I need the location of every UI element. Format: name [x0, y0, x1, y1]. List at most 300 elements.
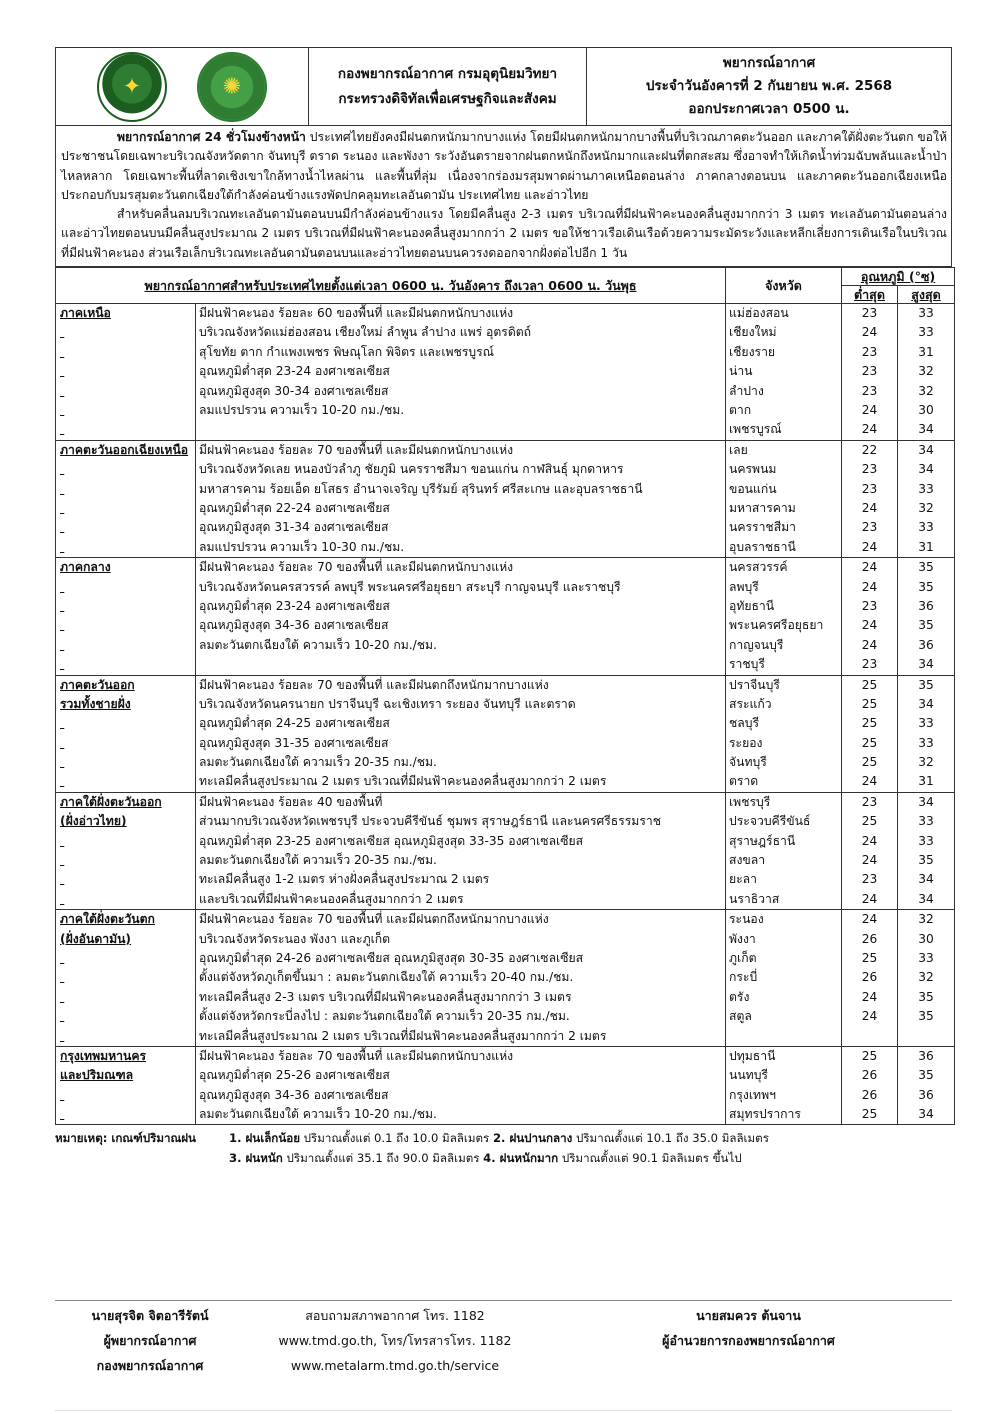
min-temp: 24 — [861, 325, 878, 340]
region-name-cell — [56, 675, 196, 792]
province-name: ระนอง — [729, 912, 764, 927]
region-name — [56, 1086, 195, 1105]
forecast-line: ลมตะวันตกเฉียงใต้ ความเร็ว 10-20 กม./ชม. — [199, 1107, 437, 1122]
region-name — [56, 1105, 195, 1124]
province-name-cell — [726, 675, 842, 792]
forecast-line: ลมตะวันตกเฉียงใต้ ความเร็ว 20-35 กม./ชม. — [199, 755, 437, 770]
min-temp: 23 — [861, 872, 878, 887]
region-name — [56, 1007, 195, 1026]
min-temp: 25 — [861, 1048, 878, 1063]
min-temp: 24 — [861, 833, 878, 848]
forecast-line: มีฝนฟ้าคะนอง ร้อยละ 60 ของพื้นที่ และมีฝนตกหนักบางแห่ง — [199, 306, 514, 321]
region-row — [56, 558, 955, 675]
rain-level-3-text: ปริมาณตั้งแต่ 35.1 ถึง 90.0 มิลลิเมตร — [282, 1151, 484, 1166]
min-temp: 25 — [861, 735, 878, 750]
region-name — [56, 714, 195, 733]
max-temp: 35 — [918, 560, 934, 575]
region-name — [56, 655, 195, 674]
forecast-line: อุณหภูมิต่ำสุด 23-24 องศาเซลเซียส — [199, 598, 390, 613]
max-temp: 31 — [918, 539, 934, 554]
region-name: กรุงเทพมหานคร — [60, 1048, 147, 1063]
min-temp: 23 — [861, 383, 878, 398]
forecast-line: ลมแปรปรวน ความเร็ว 10-20 กม./ชม. — [199, 403, 405, 418]
forecast-line: มหาสารคาม ร้อยเอ็ด ยโสธร อำนาจเจริญ บุรีรัมย์ สุรินทร์ ศรีสะเกษ และอุบลราชธานี — [199, 481, 643, 496]
forecast-line: มีฝนฟ้าคะนอง ร้อยละ 70 ของพื้นที่ และมีฝนตกหนักบางแห่ง — [199, 442, 514, 457]
logo-area — [56, 48, 309, 125]
forecast-line: อุณหภูมิสูงสุด 34-36 องศาเซลเซียส — [199, 618, 389, 633]
region-name — [56, 343, 195, 362]
region-name — [56, 382, 195, 401]
forecast-line: ทะเลมีคลื่นสูงประมาณ 2 เมตร บริเวณที่มีฝนฟ้าคะนองคลื่นสูงมากกว่า 2 เมตร — [199, 1028, 607, 1043]
max-temp: 33 — [918, 325, 934, 340]
min-temp: 23 — [861, 344, 878, 359]
region-name — [56, 832, 195, 851]
max-temp: 34 — [918, 657, 934, 672]
region-name — [56, 578, 195, 597]
province-name: สตูล — [729, 1009, 752, 1024]
min-temp: 24 — [861, 1009, 878, 1024]
min-temp-cell — [842, 304, 898, 441]
document-title — [587, 48, 951, 125]
rain-level-1-text: ปริมาณตั้งแต่ 0.1 ถึง 10.0 มิลลิเมตร — [300, 1131, 493, 1146]
province-name: เพชรบูรณ์ — [729, 422, 782, 437]
province-name: พระนครศรีอยุธยา — [729, 618, 824, 633]
forecast-line: ทะเลมีคลื่นสูง 1-2 เมตร ห่างฝั่งคลื่นสูงประมาณ 2 เมตร — [199, 872, 490, 887]
region-row — [56, 675, 955, 792]
region-name: ภาคเหนือ — [60, 306, 111, 321]
province-name: อุบลราชธานี — [729, 539, 796, 554]
max-temp: 34 — [918, 872, 934, 887]
province-name: ตาก — [729, 403, 752, 418]
min-temp: 25 — [861, 696, 878, 711]
min-temp: 23 — [861, 462, 878, 477]
min-temp: 24 — [861, 912, 878, 927]
region-name-cell — [56, 440, 196, 557]
summary-paragraph-1 — [61, 128, 947, 205]
forecast-line-cell — [196, 792, 726, 909]
min-temp: 25 — [861, 677, 878, 692]
province-name: เชียงใหม่ — [729, 325, 777, 340]
max-temp: 33 — [918, 735, 934, 750]
region-name-cell — [56, 558, 196, 675]
forecast-line: ส่วนมากบริเวณจังหวัดเพชรบุรี ประจวบคีรีขันธ์ ชุมพร สุราษฎร์ธานี และนครศรีธรรมราช — [199, 814, 661, 829]
region-name — [56, 890, 195, 909]
min-temp: 24 — [861, 774, 878, 789]
forecast-line-cell — [196, 1046, 726, 1125]
title-line-1: พยากรณ์อากาศ — [722, 55, 816, 71]
min-temp — [842, 1027, 897, 1046]
title-line-3: ออกประกาศเวลา 0500 น. — [688, 101, 850, 117]
province-name: เชียงราย — [729, 344, 776, 359]
org-line-2: กระทรวงดิจิทัลเพื่อเศรษฐกิจและสังคม — [338, 90, 557, 107]
region-name — [56, 518, 195, 537]
director-title: ผู้อำนวยการกองพยากรณ์อากาศ — [662, 1333, 835, 1348]
province-name — [726, 1027, 841, 1046]
province-name: นครพนม — [729, 462, 777, 477]
region-name: ภาคตะวันออกเฉียงเหนือ — [60, 442, 189, 457]
max-temp: 32 — [918, 912, 934, 927]
forecast-line: อุณหภูมิสูงสุด 31-34 องศาเซลเซียส — [199, 520, 389, 535]
forecaster-name: นายสุรจิต จิตอารีรัตน์ — [91, 1308, 209, 1323]
region-name — [56, 988, 195, 1007]
forecast-line: ลมแปรปรวน ความเร็ว 10-30 กม./ชม. — [199, 539, 405, 554]
regions-body — [56, 304, 955, 1125]
max-temp: 33 — [918, 520, 934, 535]
region-row — [56, 910, 955, 1047]
max-temp: 30 — [918, 931, 934, 946]
forecast-line: มีฝนฟ้าคะนอง ร้อยละ 70 ของพื้นที่ และมีฝนตกหนักบางแห่ง — [199, 1048, 514, 1063]
min-temp: 25 — [861, 950, 878, 965]
region-name — [56, 753, 195, 772]
max-temp: 33 — [918, 481, 934, 496]
max-temp: 34 — [918, 442, 934, 457]
ministry-logo: ✦ — [97, 52, 167, 122]
region-name — [56, 772, 195, 791]
province-name: สระแก้ว — [729, 696, 772, 711]
region-name — [56, 538, 195, 557]
max-temp: 35 — [918, 618, 934, 633]
province-name: เพชรบุรี — [729, 794, 771, 809]
footer — [55, 1300, 952, 1378]
province-name: กระบี่ — [729, 970, 758, 985]
province-name: แม่ฮ่องสอน — [729, 306, 789, 321]
province-name: ปราจีนบุรี — [729, 677, 780, 692]
rain-level-2-text: ปริมาณตั้งแต่ 10.1 ถึง 35.0 มิลลิเมตร — [572, 1131, 769, 1146]
forecast-line: และบริเวณที่มีฝนฟ้าคะนองคลื่นสูงมากกว่า 2 เมตร — [199, 891, 464, 906]
temperature-header: อุณหภูมิ (°ซ) — [842, 268, 955, 286]
region-name — [56, 636, 195, 655]
region-name — [56, 851, 195, 870]
min-temp: 24 — [861, 539, 878, 554]
max-temp: 30 — [918, 403, 934, 418]
rain-level-3: 3. ฝนหนัก — [229, 1151, 283, 1166]
min-temp: 24 — [861, 618, 878, 633]
region-name-cell — [56, 304, 196, 441]
min-temp-cell — [842, 1046, 898, 1125]
forecast-line: มีฝนฟ้าคะนอง ร้อยละ 40 ของพื้นที่ — [199, 794, 383, 809]
max-temp: 34 — [918, 696, 934, 711]
contact-service-url[interactable]: www.metalarm.tmd.go.th/service — [290, 1358, 500, 1373]
forecast-line: อุณหภูมิสูงสุด 34-36 องศาเซลเซียส — [199, 1087, 389, 1102]
contact-website[interactable]: www.tmd.go.th, โทร/โทรสารโทร. 1182 — [278, 1333, 512, 1348]
min-temp: 24 — [861, 422, 878, 437]
min-temp: 23 — [861, 657, 878, 672]
region-name: (ฝั่งอันดามัน) — [60, 931, 132, 946]
province-name-cell — [726, 304, 842, 441]
province-name: สุราษฎร์ธานี — [729, 833, 796, 848]
province-name: ประจวบคีรีขันธ์ — [729, 814, 811, 829]
min-temp: 23 — [861, 598, 878, 613]
min-temp: 24 — [861, 853, 878, 868]
province-name: ชลบุรี — [729, 716, 760, 731]
max-temp: 34 — [918, 422, 934, 437]
forecast-line: อุณหภูมิสูงสุด 31-35 องศาเซลเซียส — [199, 735, 389, 750]
region-name — [56, 499, 195, 518]
min-temp: 23 — [861, 520, 878, 535]
region-name — [56, 420, 195, 439]
min-temp: 26 — [861, 970, 878, 985]
forecast-line-cell — [196, 910, 726, 1047]
max-temp-cell — [898, 558, 955, 675]
region-name — [56, 616, 195, 635]
tmd-logo: ✺ — [197, 52, 267, 122]
contact-phone: สอบถามสภาพอากาศ โทร. 1182 — [305, 1308, 485, 1323]
rain-level-4: 4. ฝนหนักมาก — [483, 1151, 559, 1166]
min-temp: 24 — [861, 500, 878, 515]
max-temp: 36 — [918, 1087, 934, 1102]
forecast-line: บริเวณจังหวัดนครนายก ปราจีนบุรี ฉะเชิงเทรา ระยอง จันทบุรี และตราด — [199, 696, 576, 711]
min-temp: 25 — [861, 1107, 878, 1122]
forecaster-signature — [55, 1303, 245, 1378]
forecast-line: ตั้งแต่จังหวัดภูเก็ตขึ้นมา : ลมตะวันตกเฉียงใต้ ความเร็ว 20-40 กม./ชม. — [199, 970, 574, 985]
note-label: หมายเหตุ: เกณฑ์ปริมาณฝน — [55, 1131, 196, 1146]
min-temp-cell — [842, 675, 898, 792]
forecast-line: อุณหภูมิต่ำสุด 22-24 องศาเซลเซียส — [199, 500, 390, 515]
min-temp-cell — [842, 910, 898, 1047]
forecast-line-cell — [196, 440, 726, 557]
province-name-cell — [726, 792, 842, 909]
province-name: ขอนแก่น — [729, 481, 777, 496]
min-temp: 25 — [861, 716, 878, 731]
max-temp: 36 — [918, 598, 934, 613]
province-name: ระยอง — [729, 735, 763, 750]
forecast-line: ลมตะวันตกเฉียงใต้ ความเร็ว 10-20 กม./ชม. — [199, 637, 437, 652]
region-row — [56, 304, 955, 441]
forecast-line: บริเวณจังหวัดระนอง พังงา และภูเก็ต — [199, 931, 391, 946]
note-line-2 — [55, 1148, 952, 1168]
region-name: ภาคตะวันออก — [60, 677, 135, 692]
province-name: ตราด — [729, 774, 759, 789]
region-name — [56, 323, 195, 342]
max-temp-cell — [898, 792, 955, 909]
forecast-line — [196, 655, 725, 674]
province-name: นราธิวาส — [729, 891, 780, 906]
forecast-line: สุโขทัย ตาก กำแพงเพชร พิษณุโลก พิจิตร และเพชรบูรณ์ — [199, 344, 494, 359]
province-name: สมุทรปราการ — [729, 1107, 801, 1122]
region-name-cell — [56, 910, 196, 1047]
region-name — [56, 480, 195, 499]
forecast-table — [55, 267, 955, 1125]
region-name — [56, 597, 195, 616]
province-name: กาญจนบุรี — [729, 637, 784, 652]
province-name: นนทบุรี — [729, 1068, 768, 1083]
region-name — [56, 734, 195, 753]
summary-lead: พยากรณ์อากาศ 24 ชั่วโมงข้างหน้า — [117, 130, 306, 144]
max-temp: 31 — [918, 774, 934, 789]
forecaster-division: กองพยากรณ์อากาศ — [96, 1358, 204, 1373]
max-temp-cell — [898, 910, 955, 1047]
min-temp-header: ต่ำสุด — [842, 286, 898, 304]
rain-criteria-note — [55, 1128, 952, 1168]
region-name — [56, 362, 195, 381]
province-name: น่าน — [729, 364, 753, 379]
region-name-cell — [56, 792, 196, 909]
province-name-cell — [726, 1046, 842, 1125]
province-name-cell — [726, 558, 842, 675]
max-temp: 36 — [918, 637, 934, 652]
min-temp: 25 — [861, 755, 878, 770]
min-temp-cell — [842, 792, 898, 909]
province-name-cell — [726, 910, 842, 1047]
forecast-line-cell — [196, 304, 726, 441]
province-name: ภูเก็ต — [729, 950, 757, 965]
forecast-line: อุณหภูมิต่ำสุด 24-26 องศาเซลเซียส อุณหภูมิสูงสุด 30-35 องศาเซลเซียส — [199, 950, 584, 965]
region-name: ภาคใต้ฝั่งตะวันตก — [60, 912, 155, 927]
region-name — [56, 949, 195, 968]
province-header: จังหวัด — [726, 268, 842, 304]
forecast-summary — [55, 126, 952, 267]
summary-paragraph-2: สำหรับคลื่นลมบริเวณทะเลอันดามันตอนบนมีกำลังค่อนข้างแรง โดยมีคลื่นสูง 2-3 เมตร บริเวณที่มีฝนฟ้าคะนองคลื่นสูงมากกว่า 3 เมตร ทะเลอันดามันตอนล่าง และอ่าวไทยตอนบนมีคลื่นสูงประมาณ 2 เมตร บริเวณที่มีฝนฟ้าคะนองคลื่นสูงมากกว่า 2 เมตร ขอให้ชาวเรือเดินเรือด้วยความระมัดระวังและหลีกเลี่ยงการเดินเรือในบริเวณที่มีฝนฟ้าคะนอง ส่วนเรือเล็กบริเวณทะเลอันดามันตอนบนและอ่าวไทยตอนบนควรงดออกจากฝั่งต่อไปอีก 1 วัน — [61, 207, 947, 260]
region-name: และปริมณฑล — [60, 1068, 134, 1083]
max-temp: 35 — [918, 579, 934, 594]
forecaster-title: ผู้พยากรณ์อากาศ — [103, 1333, 197, 1348]
bottom-rule — [55, 1410, 952, 1411]
min-temp: 23 — [861, 364, 878, 379]
header — [55, 47, 952, 126]
summary-text-1: ประเทศไทยยังคงมีฝนตกหนักมากบางแห่ง โดยมีฝนตกหนักมากบางพื้นที่บริเวณภาคตะวันออก และภาคใต้ฝั่งตะวันตก ขอให้ประชาชนโดยเฉพาะบริเวณจังหวัดตาก จันทบุรี ตราด ระนอง และพังงา ระวังอันตรายจากฝนตกหนักถึงหนักมากและฝนที่ตกสะสม ซึ่งอาจทำให้เกิดน้ำท่วมฉับพลันและน้ำป่าไหลหลาก โดยเฉพาะพื้นที่ลาดเชิงเขาใกล้ทางน้ำไหลผ่าน และพื้นที่ลุ่ม เนื่องจากร่องมรสุมพาดผ่านภาคเหนือตอนล่าง ภาคกลางตอนบน และภาคตะวันออกเฉียงเหนือ ประกอบกับมรสุมตะวันตกเฉียงใต้กำลังค่อนข้างแรงพัดปกคลุมทะเลอันดามัน ประเทศไทย และอ่าวไทย — [61, 130, 947, 202]
forecast-line: บริเวณจังหวัดแม่ฮ่องสอน เชียงใหม่ ลำพูน ลำปาง แพร่ อุตรดิตถ์ — [199, 325, 532, 340]
organization — [309, 48, 587, 125]
max-temp: 35 — [918, 1068, 934, 1083]
forecast-line: มีฝนฟ้าคะนอง ร้อยละ 70 ของพื้นที่ และมีฝนตกถึงหนักมากบางแห่ง — [199, 912, 549, 927]
province-name: เลย — [729, 442, 748, 457]
min-temp: 23 — [861, 306, 878, 321]
title-line-2: ประจำวันอังคารที่ 2 กันยายน พ.ศ. 2568 — [645, 78, 893, 94]
region-name: ภาคกลาง — [60, 560, 111, 575]
forecast-document — [55, 47, 952, 1168]
province-name: พังงา — [729, 931, 756, 946]
region-name-cell — [56, 1046, 196, 1125]
min-temp: 24 — [861, 403, 878, 418]
region-row — [56, 440, 955, 557]
forecast-line — [196, 420, 725, 439]
min-temp: 24 — [861, 891, 878, 906]
province-name: สงขลา — [729, 853, 766, 868]
province-name: นครสวรรค์ — [729, 560, 788, 575]
province-name: มหาสารคาม — [729, 500, 796, 515]
max-temp: 32 — [918, 755, 934, 770]
forecast-line-cell — [196, 675, 726, 792]
province-name: ตรัง — [729, 989, 750, 1004]
min-temp: 24 — [861, 989, 878, 1004]
region-name: ภาคใต้ฝั่งตะวันออก — [60, 794, 162, 809]
min-temp: 23 — [861, 794, 878, 809]
contact-info — [245, 1303, 545, 1378]
rain-level-4-text: ปริมาณตั้งแต่ 90.1 มิลลิเมตร ขึ้นไป — [558, 1151, 742, 1166]
max-temp: 34 — [918, 1107, 934, 1122]
max-temp: 32 — [918, 500, 934, 515]
max-temp: 33 — [918, 950, 934, 965]
forecast-line: บริเวณจังหวัดนครสวรรค์ ลพบุรี พระนครศรีอยุธยา สระบุรี กาญจนบุรี และราชบุรี — [199, 579, 621, 594]
region-name: (ฝั่งอ่าวไทย) — [60, 814, 127, 829]
org-line-1: กองพยากรณ์อากาศ กรมอุตุนิยมวิทยา — [337, 65, 558, 82]
forecast-line: ตั้งแต่จังหวัดกระบี่ลงไป : ลมตะวันตกเฉียงใต้ ความเร็ว 20-35 กม./ชม. — [199, 1009, 570, 1024]
province-name: กรุงเทพฯ — [729, 1087, 776, 1102]
max-temp: 32 — [918, 364, 934, 379]
province-name: อุทัยธานี — [729, 598, 775, 613]
forecast-line: มีฝนฟ้าคะนอง ร้อยละ 70 ของพื้นที่ และมีฝนตกหนักบางแห่ง — [199, 560, 514, 575]
min-temp: 22 — [861, 442, 878, 457]
province-name: ลพบุรี — [729, 579, 759, 594]
region-name — [56, 870, 195, 889]
province-name-cell — [726, 440, 842, 557]
max-temp: 34 — [918, 891, 934, 906]
min-temp: 24 — [861, 579, 878, 594]
province-name: ราชบุรี — [729, 657, 765, 672]
max-temp: 32 — [918, 383, 934, 398]
max-temp: 35 — [918, 853, 934, 868]
forecast-line: ทะเลมีคลื่นสูงประมาณ 2 เมตร บริเวณที่มีฝนฟ้าคะนองคลื่นสูงมากกว่า 2 เมตร — [199, 774, 607, 789]
max-temp: 34 — [918, 794, 934, 809]
province-name: ปทุมธานี — [729, 1048, 776, 1063]
province-name: นครราชสีมา — [729, 520, 797, 535]
director-signature — [545, 1303, 952, 1378]
max-temp-cell — [898, 1046, 955, 1125]
forecast-line: ทะเลมีคลื่นสูง 2-3 เมตร บริเวณที่มีฝนฟ้าคะนองคลื่นสูงมากกว่า 3 เมตร — [199, 989, 572, 1004]
min-temp-cell — [842, 440, 898, 557]
max-temp: 33 — [918, 814, 934, 829]
max-temp-cell — [898, 675, 955, 792]
region-name — [56, 1027, 195, 1046]
max-temp: 35 — [918, 1009, 934, 1024]
max-temp: 36 — [918, 1048, 934, 1063]
region-name — [56, 401, 195, 420]
rain-level-2: 2. ฝนปานกลาง — [492, 1131, 573, 1146]
min-temp: 24 — [861, 637, 878, 652]
forecast-line: อุณหภูมิต่ำสุด 23-25 องศาเซลเซียส อุณหภูมิสูงสุด 33-35 องศาเซลเซียส — [199, 833, 584, 848]
max-temp-cell — [898, 304, 955, 441]
min-temp: 24 — [861, 560, 878, 575]
max-temp: 33 — [918, 716, 934, 731]
min-temp: 25 — [861, 814, 878, 829]
region-row — [56, 1046, 955, 1125]
region-name — [56, 968, 195, 987]
region-row — [56, 792, 955, 909]
max-temp: 35 — [918, 989, 934, 1004]
max-temp-header: สูงสุด — [898, 286, 955, 304]
min-temp: 26 — [861, 1087, 878, 1102]
forecast-line: อุณหภูมิต่ำสุด 25-26 องศาเซลเซียส — [199, 1068, 390, 1083]
province-name: ลำปาง — [729, 383, 764, 398]
min-temp: 23 — [861, 481, 878, 496]
forecast-line: ลมตะวันตกเฉียงใต้ ความเร็ว 20-35 กม./ชม. — [199, 853, 437, 868]
max-temp: 34 — [918, 462, 934, 477]
forecast-line: มีฝนฟ้าคะนอง ร้อยละ 70 ของพื้นที่ และมีฝนตกถึงหนักมากบางแห่ง — [199, 677, 549, 692]
forecast-line: อุณหภูมิต่ำสุด 24-25 องศาเซลเซียส — [199, 716, 390, 731]
forecast-line-cell — [196, 558, 726, 675]
director-name: นายสมควร ต้นจาน — [696, 1308, 801, 1323]
forecast-line: บริเวณจังหวัดเลย หนองบัวลำภู ชัยภูมิ นครราชสีมา ขอนแก่น กาฬสินธุ์ มุกดาหาร — [199, 462, 624, 477]
forecast-period-header: พยากรณ์อากาศสำหรับประเทศไทยตั้งแต่เวลา 0600 น. วันอังคาร ถึงเวลา 0600 น. วันพุธ — [56, 268, 726, 304]
rain-level-1: 1. ฝนเล็กน้อย — [229, 1131, 300, 1146]
max-temp-cell — [898, 440, 955, 557]
min-temp: 26 — [861, 1068, 878, 1083]
max-temp: 33 — [918, 306, 934, 321]
region-name: รวมทั้งชายฝั่ง — [60, 696, 131, 711]
min-temp-cell — [842, 558, 898, 675]
region-name — [56, 460, 195, 479]
province-name: ยะลา — [729, 872, 757, 887]
forecast-line: อุณหภูมิต่ำสุด 23-24 องศาเซลเซียส — [199, 364, 390, 379]
max-temp: 32 — [918, 970, 934, 985]
note-line-1 — [55, 1128, 952, 1148]
max-temp: 35 — [918, 677, 934, 692]
min-temp: 26 — [861, 931, 878, 946]
max-temp: 33 — [918, 833, 934, 848]
forecast-line: อุณหภูมิสูงสุด 30-34 องศาเซลเซียส — [199, 383, 389, 398]
max-temp — [898, 1027, 954, 1046]
province-name: จันทบุรี — [729, 755, 767, 770]
